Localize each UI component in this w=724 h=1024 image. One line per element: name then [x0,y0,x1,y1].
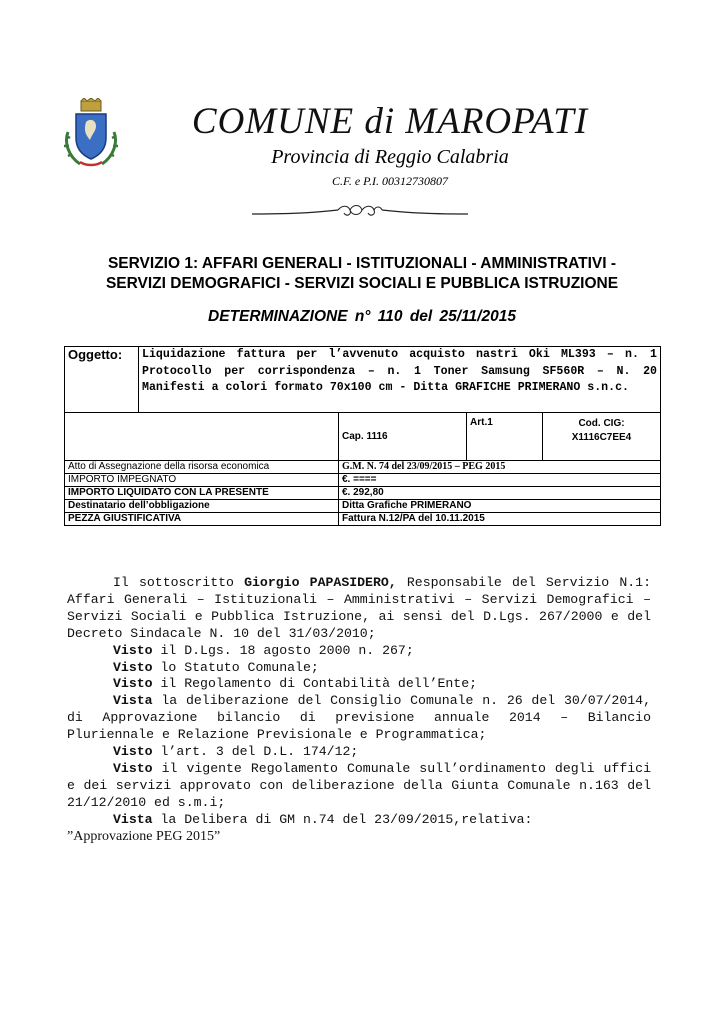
document-body [67,575,651,846]
keyword: Visto [113,744,153,760]
list-item [67,676,651,693]
service-heading [40,254,684,294]
table-row-label: IMPORTO IMPEGNATO [65,474,339,487]
item-text: la deliberazione del Consiglio Comunale n. 26 del 30/07/2014, di Approvazione bilancio di previsione annuale 2014 – Bilancio Pluriennale e Relazione Previsionale e Programmatica; [67,693,651,743]
municipality-title: COMUNE di MAROPATI [191,101,589,142]
list-item [67,660,651,677]
determination-info-table [64,346,661,526]
table-row-label: Destinatario dell’obbligazione [65,500,339,513]
keyword: Visto [113,676,153,692]
decorative-flourish-icon [250,202,470,222]
chapter-cell: Cap. 1116 [339,413,467,461]
empty-cell [65,413,339,461]
service-line-1: SERVIZIO 1: AFFARI GENERALI - ISTITUZIONALI - AMMINISTRATIVI - [107,255,617,272]
intro-paragraph [67,575,651,643]
tax-id: C.F. e P.I. 00312730807 [332,174,448,188]
table-row-value: €. ==== [339,474,661,487]
list-item [67,744,651,761]
cig-cell [543,413,661,461]
list-item [67,761,651,812]
province-subtitle: Provincia di Reggio Calabria [271,146,509,168]
cig-label: Cod. CIG: [578,418,625,429]
item-text: l’art. 3 del D.L. 174/12; [152,744,359,760]
table-row-value: Fattura N.12/PA del 10.11.2015 [339,513,661,526]
intro-text-cont: Responsabile del Servizio N.1: Affari Generali – Istituzionali – Amministrativi – Servizi Demografici – Servizi Sociali e Pubblica Istruzione, ai sensi del D.Lgs. 267/2000 e del Decreto Sindacale N. 10 del 31/03/2010; [67,575,652,641]
item-text: la Delibera di GM n.74 del 23/09/2015,relativa: [152,811,533,827]
table-row-label: Atto di Assegnazione della risorsa economica [65,461,339,474]
item-text: il Regolamento di Contabilità dell’Ente; [152,676,478,692]
list-item [67,643,651,660]
table-row-value: Ditta Grafiche PRIMERANO [339,500,661,513]
peg-approval-line: ”Approvazione PEG 2015” [67,828,221,844]
keyword: Vista [113,811,153,827]
item-text: il D.Lgs. 18 agosto 2000 n. 267; [152,642,414,658]
item-text: lo Statuto Comunale; [152,659,319,675]
intro-text: Il sottoscritto [113,575,245,590]
item-text: il vigente Regolamento Comunale sull’ordinamento degli uffici e dei servizi approvato con deliberazione della Giunta Comunale n.163 del 21/12/2010 ed s.m.i; [67,760,651,810]
oggetto-text: Liquidazione fattura per l’avvenuto acquisto nastri Oki ML393 – n. 1 Protocollo per corrispondenza – n. 1 Toner Samsung SF560R – N. 20 Manifesti a colori formato 70x100 cm - Ditta GRAFICHE PRIMERANO s.n.c. [139,347,661,413]
keyword: Vista [113,693,153,709]
table-row-value: G.M. N. 74 del 23/09/2015 – PEG 2015 [339,461,661,474]
oggetto-label: Oggetto: [65,347,139,413]
keyword: Visto [113,659,153,675]
table-row-value: €. 292,80 [339,487,661,500]
list-item [67,693,651,744]
keyword: Visto [113,642,153,658]
cig-value: X1116C7EE4 [571,432,632,443]
article-cell: Art.1 [467,413,543,461]
keyword: Visto [113,760,153,776]
table-row-label: PEZZA GIUSTIFICATIVA [65,513,339,526]
determination-number: DETERMINAZIONE n° 110 del 25/11/2015 [208,308,516,325]
list-item [67,812,651,829]
official-name: Giorgio PAPASIDERO, [244,575,397,590]
service-line-2: SERVIZI DEMOGRAFICI - SERVIZI SOCIALI E PUBBLICA ISTRUZIONE [105,275,619,292]
table-row-label: IMPORTO LIQUIDATO CON LA PRESENTE [65,487,339,500]
